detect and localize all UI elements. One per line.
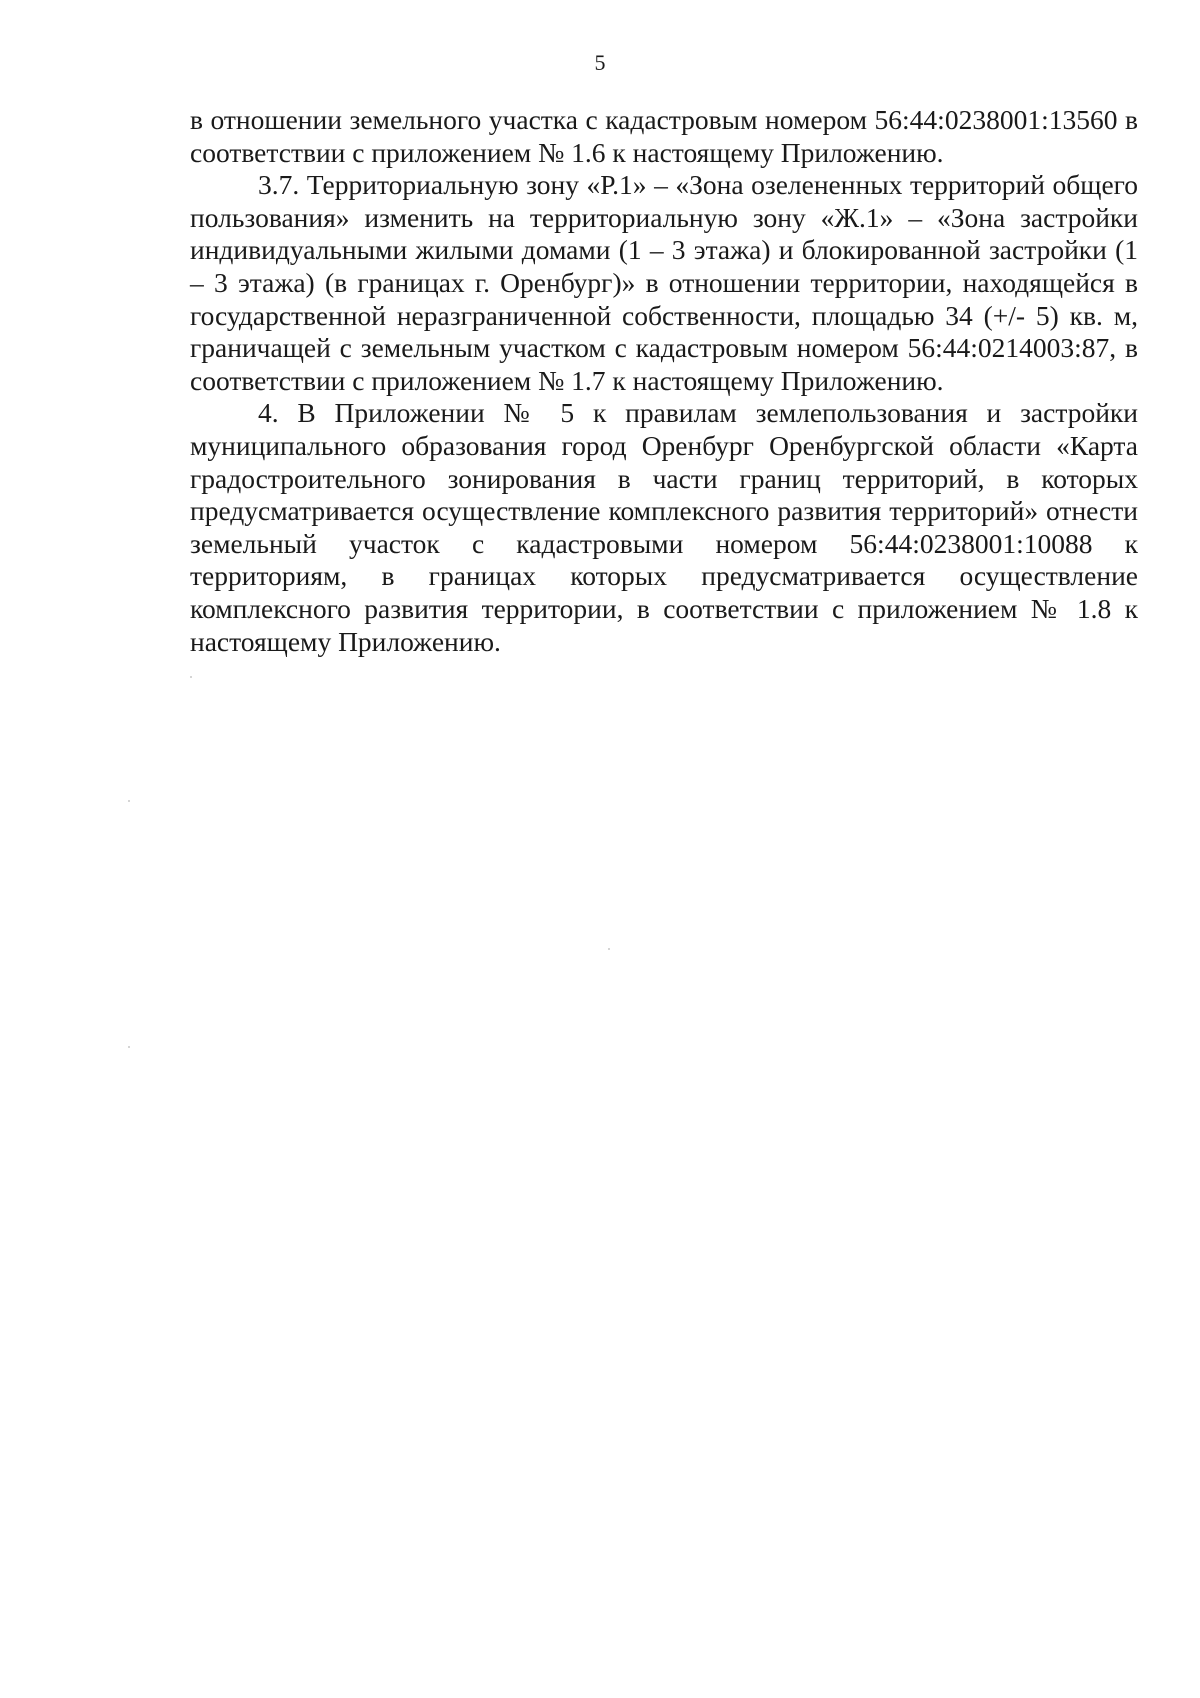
scan-speck: [128, 1046, 130, 1048]
paragraph-continuation: в отношении земельного участка с кадастровым номером 56:44:0238001:13560 в соответствии с приложением № 1.6 к настоящему Приложению.: [190, 104, 1138, 168]
paragraph-3-7: 3.7. Территориальную зону «Р.1» – «Зона озелененных территорий общего пользования» изменить на территориальную зону «Ж.1» – «Зона застройки индивидуальными жилыми домами (1 – 3 этажа) и блокированной застройки (1 – 3 этажа) (в границах г. Оренбург)» в отношении территории, находящейся в государственной неразграниченной собственности, площадью 34 (+/- 5) кв. м, граничащей с земельным участком с кадастровым номером 56:44:0214003:87, в соответствии с приложением № 1.7 к настоящему Приложению.: [190, 169, 1138, 396]
document-body: [190, 104, 1138, 658]
scan-speck: [190, 676, 192, 678]
scan-speck: [128, 800, 130, 802]
paragraph-4: 4. В Приложении № 5 к правилам землепользования и застройки муниципального образования город Оренбург Оренбургской области «Карта градостроительного зонирования в части границ территорий, в которых предусматривается осуществление комплексного развития территорий» отнести земельный участок с кадастровыми номером 56:44:0238001:10088 к территориям, в границах которых предусматривается осуществление комплексного развития территории, в соответствии с приложением № 1.8 к настоящему Приложению.: [190, 397, 1138, 657]
scan-speck: [608, 948, 610, 950]
page-number: 5: [594, 50, 606, 75]
